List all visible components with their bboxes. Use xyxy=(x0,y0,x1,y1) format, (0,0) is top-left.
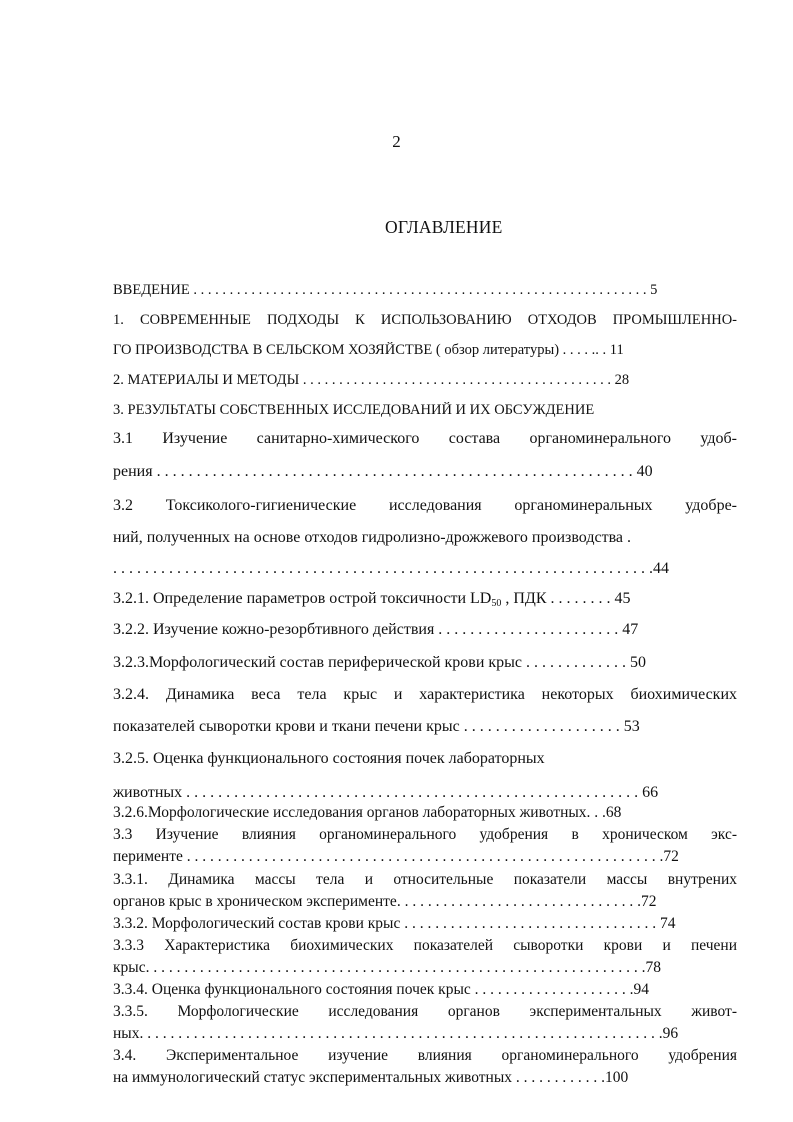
toc-line-ld50 xyxy=(113,590,737,609)
toc-line: 3.2.4. Динамика веса тела крыс и характеристика некоторых биохимических xyxy=(113,686,737,703)
toc-line: 3.4. Экспериментальное изучение влияния органоминерального удобрения xyxy=(113,1047,737,1064)
subscript: 50 xyxy=(491,598,502,609)
toc-line: ний, полученных на основе отходов гидролизно-дрожжевого производства . xyxy=(113,529,632,546)
toc-line-text: , ПДК . . . . . . . . 45 xyxy=(501,590,631,607)
toc-line: перименте . . . . . . . . . . . . . . . . . . . . . . . . . . . . . . . . . . . . . . . . . . . . . . . . . . . . . . . . . . . . . .72 xyxy=(113,848,679,865)
toc-line: 3.3.5. Морфологические исследования органов экспериментальных живот- xyxy=(113,1003,737,1020)
toc-line: рения . . . . . . . . . . . . . . . . . . . . . . . . . . . . . . . . . . . . . . . . . . . . . . . . . . . . . . . . . . . . 40 xyxy=(113,463,653,480)
toc-line: 3.3.2. Морфологический состав крови крыс . . . . . . . . . . . . . . . . . . . . . . . . . . . . . . . . . 74 xyxy=(113,915,676,932)
toc-line: крыс. . . . . . . . . . . . . . . . . . . . . . . . . . . . . . . . . . . . . . . . . . . . . . . . . . . . . . . . . . . . . . . . .78 xyxy=(113,959,661,976)
toc-line: 3.3 Изучение влияния органоминерального удобрения в хроническом экс- xyxy=(113,826,737,843)
toc-line: 3. РЕЗУЛЬТАТЫ СОБСТВЕННЫХ ИССЛЕДОВАНИЙ И ИХ ОБСУЖДЕНИЕ xyxy=(113,402,595,418)
toc-line: показателей сыворотки крови и ткани печени крыс . . . . . . . . . . . . . . . . . . . . 53 xyxy=(113,718,640,735)
page-number: 2 xyxy=(392,132,401,151)
toc-line: органов крыс в хроническом эксперименте. . . . . . . . . . . . . . . . . . . . . . . . . . . . . . . .72 xyxy=(113,893,657,910)
toc-line: ГО ПРОИЗВОДСТВА В СЕЛЬСКОМ ХОЗЯЙСТВЕ ( обзор литературы) . . . . .. . 11 xyxy=(113,342,624,358)
toc-line: 1. СОВРЕМЕННЫЕ ПОДХОДЫ К ИСПОЛЬЗОВАНИЮ ОТХОДОВ ПРОМЫШЛЕННО- xyxy=(113,312,737,328)
toc-line: 3.2 Токсиколого-гигиенические исследования органоминеральных удобре- xyxy=(113,497,737,514)
toc-line: 3.2.5. Оценка функционального состояния почек лабораторных xyxy=(113,750,545,767)
toc-line: 3.3.4. Оценка функционального состояния почек крыс . . . . . . . . . . . . . . . . . . . . .94 xyxy=(113,981,649,998)
toc-line: 3.2.3.Морфологический состав периферической крови крыс . . . . . . . . . . . . . 50 xyxy=(113,654,647,671)
toc-line: 3.3.1. Динамика массы тела и относительные показатели массы внутрених xyxy=(113,871,737,888)
toc-line: 3.2.6.Морфологические исследования органов лабораторных животных. . .68 xyxy=(113,804,622,821)
toc-line: 3.2.2. Изучение кожно-резорбтивного действия . . . . . . . . . . . . . . . . . . . . . . . 47 xyxy=(113,621,639,638)
toc-line: ных. . . . . . . . . . . . . . . . . . . . . . . . . . . . . . . . . . . . . . . . . . . . . . . . . . . . . . . . . . . . . . . . . . . .96 xyxy=(113,1025,679,1042)
toc-line: . . . . . . . . . . . . . . . . . . . . . . . . . . . . . . . . . . . . . . . . . . . . . . . . . . . . . . . . . . . . . . . . . . . .44 xyxy=(113,560,669,577)
toc-line: животных . . . . . . . . . . . . . . . . . . . . . . . . . . . . . . . . . . . . . . . . . . . . . . . . . . . . . . . . . 66 xyxy=(113,784,659,801)
toc-line: 2. МАТЕРИАЛЫ И МЕТОДЫ . . . . . . . . . . . . . . . . . . . . . . . . . . . . . . . . . . . . . . . . . . . 28 xyxy=(113,372,630,388)
toc-line: ВВЕДЕНИЕ . . . . . . . . . . . . . . . . . . . . . . . . . . . . . . . . . . . . . . . . . . . . . . . . . . . . . . . . . . . . . . . 5 xyxy=(113,282,658,298)
toc-line: на иммунологический статус экспериментальных животных . . . . . . . . . . . .100 xyxy=(113,1069,629,1086)
toc-title: ОГЛАВЛЕНИЕ xyxy=(385,217,503,237)
toc-line-text: 3.2.1. Определение параметров острой токсичности LD xyxy=(113,590,492,607)
toc-line: 3.3.3 Характеристика биохимических показателей сыворотки крови и печени xyxy=(113,937,737,954)
toc-line: 3.1 Изучение санитарно-химического состава органоминерального удоб- xyxy=(113,430,737,447)
